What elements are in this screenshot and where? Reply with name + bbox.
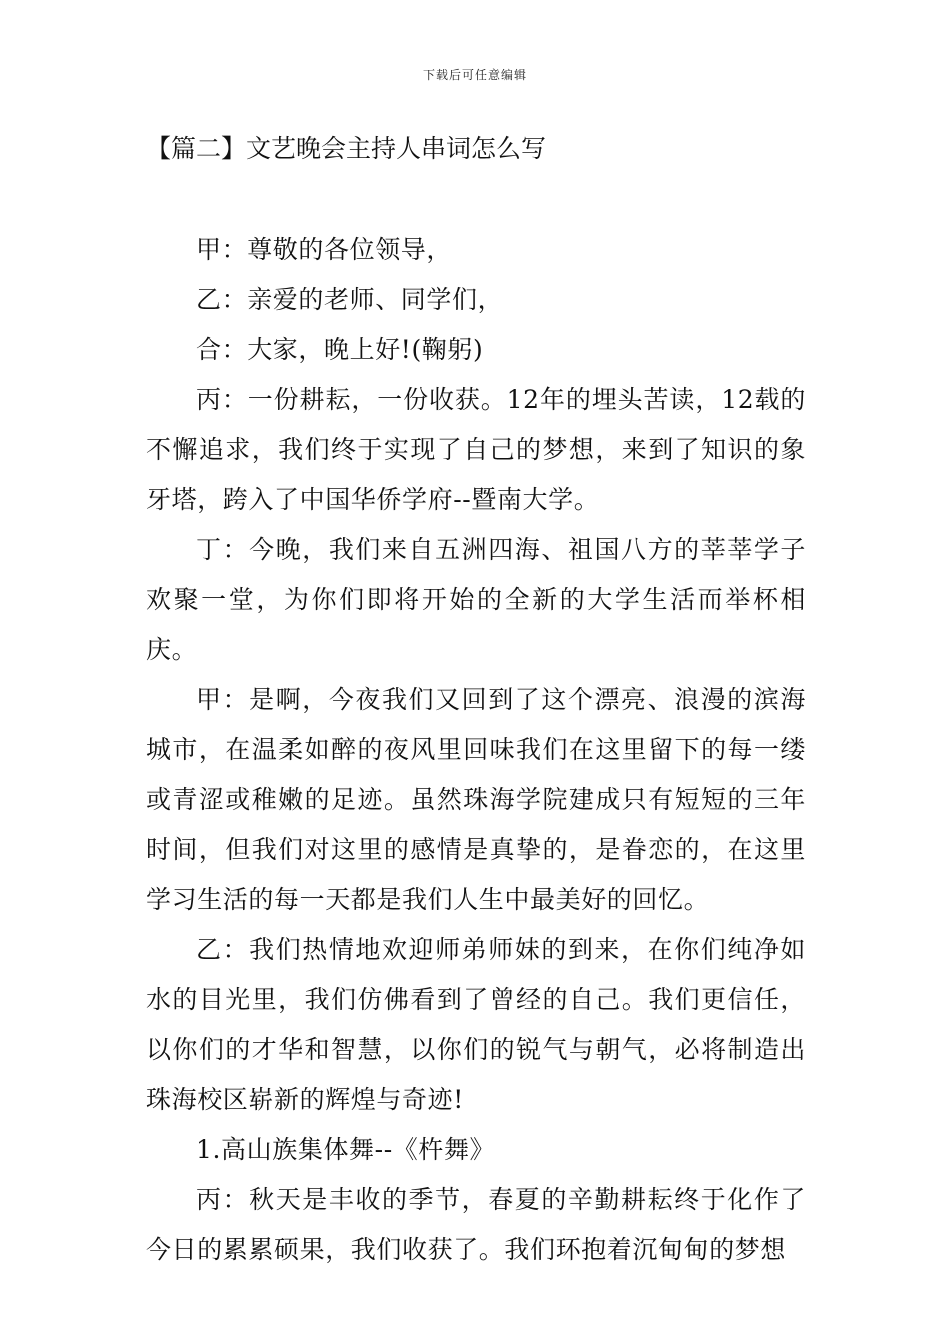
program-item: 1.高山族集体舞--《杵舞》 bbox=[196, 1135, 496, 1164]
paragraph: 甲：尊敬的各位领导， bbox=[196, 235, 453, 264]
paragraph: 乙：亲爱的老师、同学们， bbox=[196, 285, 504, 314]
document-body bbox=[146, 225, 806, 1275]
paragraph: 丙：一份耕耘，一份收获。12年的埋头苦读，12载的不懈追求，我们终于实现了自己的梦想，来到了知识的象牙塔，跨入了中国华侨学府--暨南大学。 bbox=[146, 385, 806, 514]
paragraph: 合：大家，晚上好!(鞠躬) bbox=[196, 335, 484, 364]
header-note: 下载后可任意编辑 bbox=[422, 68, 527, 82]
paragraph: 丙：秋天是丰收的季节，春夏的辛勤耕耘终于化作了今日的累累硕果，我们收获了。我们环抱着沉甸甸的梦想 bbox=[146, 1185, 806, 1264]
paragraph: 丁：今晚，我们来自五洲四海、祖国八方的莘莘学子欢聚一堂，为你们即将开始的全新的大学生活而举杯相庆。 bbox=[146, 535, 806, 664]
paragraph: 乙：我们热情地欢迎师弟师妹的到来，在你们纯净如水的目光里，我们仿佛看到了曾经的自己。我们更信任，以你们的才华和智慧，以你们的锐气与朝气，必将制造出珠海校区崭新的辉煌与奇迹! bbox=[146, 935, 806, 1114]
paragraph: 甲：是啊，今夜我们又回到了这个漂亮、浪漫的滨海城市，在温柔如醉的夜风里回味我们在这里留下的每一缕或青涩或稚嫩的足迹。虽然珠海学院建成只有短短的三年时间，但我们对这里的感情是真挚的，是眷恋的，在这里学习生活的每一天都是我们人生中最美好的回忆。 bbox=[146, 685, 806, 914]
document-title: 【篇二】文艺晚会主持人串词怎么写 bbox=[146, 134, 547, 163]
